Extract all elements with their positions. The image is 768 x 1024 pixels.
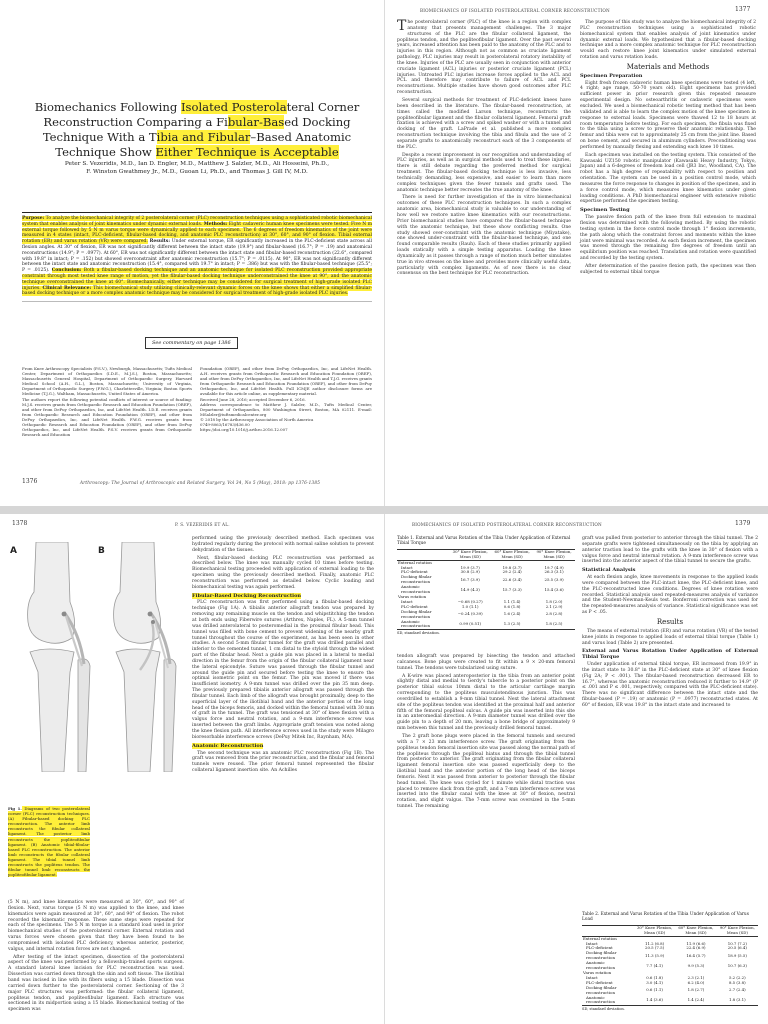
table-row-label: Varus rotation <box>583 969 612 975</box>
technique-column: performed using the previously described method. Each specimen was hydrated regularly during the protocol with normal saline solution to prevent dehydration of the tissues. Next, fibular-based docking PLC reconstruction was performed as described below. The knee was manually cycled 10 times before testing. Biomechanical testing proceeded with application of external loading to the specimen using the previously described method. Finally, anatomic PLC reconstruction was performed as detailed below. Cyclic loading and biomechanical testing was again performed. Fibular-Based Docking Reconstruction PLC reconstruction was first performed using a fibular-based docking technique (Fig 1A). A tibialis anterior allograft tendon was prepared by removing any remaining muscle on the tendon and whipstitching the tendon at both ends using Fiberwire sutures (Arthrex, Naples, FL). A 5-mm tunnel was drilled anterolateral to posteromedial in the proximal fibular head. This tunnel was filled with bone cement to prevent widening of the nearby graft tunnel throughout the course of the experiment, as has been seen in other studies. A second 5-mm fibular tunnel for the graft was drilled parallel and inferior to the cemented tunnel, 1 cm distal to the styloid through the widest part of the fibular head. Next a guide pin was placed in a lateral to medial direction in the femur from the origin of the fibular collateral ligament near the lateral epicondyle. Suture was passed through the fibular tunnel and around the guide pin and secured before testing the knee to ensure the optimal isometric point on the femur. The pin was moved if there was insufficient isometry. A 9-mm tunnel was drilled over the pin 35 mm deep. The previously prepared tibialis anterior allograft was passed through the fibular tunnel. Each limb of the allograft was brought proximally, deep to the superficial layer of the iliotibial band and the anterior portion of the long head of the biceps femoris, and docked within the femoral tunnel with 30 mm of graft in the tunnel. The graft was tensioned at 30° of knee flexion with a valgus force and neutral rotation, and a 9-mm interference screw was inserted between the graft limbs. Appropriate graft tension was noted along the knee flexion path. All interference screws used in the study were Milagro bioresorbable interference screws (DePuy Mitek Inc, Raynham, MA). Anatomic Reconstruction The second technique was an anatomic PLC reconstruction (Fig 1B). The graft was removed from the prior reconstruction, and the fibular and femoral tunnels were reused. The prior femoral tunnel represented the fibular collateral ligament insertion site. An Achilles <box>192 536 374 774</box>
table-cell: 1.8 (2.0) <box>545 598 563 604</box>
table-row <box>397 575 575 585</box>
table-header-cell: 90° Knee Flexion, Mean (SD) <box>533 550 575 560</box>
subheading-fibular-docking: Fibular-Based Docking Reconstruction <box>192 592 302 599</box>
footnote-correspondence: Foundation (OREF), and other from DePuy Orthopaedics, Inc, and LifeNet Health. A.H. receives grants from Orthopaedic Research and Education Foundation (OREF), and other from DePuy Orthopaedics, Inc, and LifeNet Health and T.J.G. receives grants from Orthopaedic Research and Education Foundation (OREF), and other from DePuy Orthopaedics, Inc, and LifeNet Health. Full ICMJE author disclosure forms are available for this article online, as supplementary material. Received June 28, 2016; accepted December 6, 2016. Address correspondence to Matthew J. Salzler, M.D., Tufts Medical Center, Department of Orthopaedics, 800 Washington Street, Boston, MA 02111. E-mail: MSalzler@tuftsmedicalcenter.org © 2018 by the Arthroscopy Association of North America 0749-8063/16783/$36.00 https://doi.org/10.1016/j.arthro.2016.12.007 <box>200 366 372 433</box>
table-2-footnote: SD, standard deviation. <box>582 1005 758 1011</box>
table-row-label: Anatomic reconstruction <box>401 584 430 595</box>
table-row-label: External rotation <box>583 935 617 941</box>
page-spread-top <box>0 0 768 506</box>
page-gap <box>0 506 768 514</box>
results-column: graft was pulled from posterior to anterior through the tibial tunnel. The 2 separate grafts were tightened simultaneously on the tibia by applying an anterior traction load to the grafts with the knee in 30° of flexion with a valgus force and neutral internal rotation. A 9-mm interference screw was inserted into the anterior aspect of the tibial tunnel to secure the grafts. Statistical Analysis At each flexion angle, knee movements in response to the applied loads were compared between the PLC-intact knee, the PLC-deficient knee, and the PLC-reconstructed knee conditions. Degrees of knee rotation were recorded. Statistical analysis used repeated-measures analysis of variance and the Student-Newman-Keuls test. Bonferroni correction was used for the repeated-measures analysis of variance. Statistical significance was set as P < .05. Results The means of external rotation (ER) and varus rotation (VR) of the tested knee joints in response to applied loads of external tibial torque (Table 1) and varus load (Table 2) are presented. External and Varus Rotation Under Application of External Tibial Torque Under application of external tibial torque, ER increased from 19.9° in the intact state to 30.8° in the PLC-deficient state at 30° of knee flexion (Fig 2A; P < .001). The fibular-based reconstruction decreased ER to 16.7°, whereas the anatomic reconstruction reduced it further to 14.9° (P ≤ .001 and P ≤ .001, respectively, compared with the PLC-deficient state). There was no significant difference between the intact state and the fibular-based (P = .19) or anatomic (P = .0977) reconstructed states. At 60° of flexion, ER was 19.8° in the intact state and increased to <box>582 536 758 708</box>
intro-column: The posterolateral corner (PLC) of the knee is a region with complex anatomy that presents management challenges. The 3 major structures of the PLC are the fibular collateral ligament, the popliteus tendon, and the popliteofibular ligament. Over the past several years, increased attention has been paid to the anatomy of the PLC and to injuries in this region. Although not as common as cruciate ligament pathology, PLC injuries may result in posterolateral rotatory instability of the knee. Injuries of the PLC are usually seen in conjunction with anterior cruciate ligament (ACL) injuries or posterior cruciate ligament (PCL) injuries. Untreated PLC injuries increase forces applied to the ACL and PCL and therefore may contribute to failure of ACL and PCL reconstructions. Multiple studies have shown good outcomes after PLC reconstruction. Several surgical methods for treatment of PLC-deficient knees have been described in the literature. The fibular-based reconstruction, at times called the modified Larson technique, reconstructs the popliteofibular ligament and the fibular collateral ligament. Femoral graft fixation is achieved with a screw and spiked washer or with a tunnel and docking of the graft. LaPrade et al. published a more complex reconstruction technique involving the tibia and fibula and the use of 2 separate grafts to anatomically reconstruct each of the 3 components of the PLC. Despite a recent improvement in our recognition and understanding of PLC injuries, as well as in surgical methods used to treat these injuries, there is still debate regarding the preferred method for surgical treatment. The fibular-based docking technique is less invasive, less technically demanding, less expensive, and easier to learn than more complex techniques given the fewer tunnels and grafts used. The anatomic technique better recreates the true anatomy of the knee. There is need for further investigation of the in vitro biomechanical outcomes of these PLC reconstruction techniques. In such a complex anatomic area, biomechanical study is valuable to our understanding of how well we restore native knee kinematics with our reconstructions. Prior biomechanical studies have compared the fibular-based technique with the anatomic technique, but these show conflicting results. One study showed over-constraint with the anatomic technique (Miyatake), one showed under-constraint with the fibular-based technique, and one found comparable results (Rauh). Each of these studies primarily applied loads statically with a simple testing apparatus. Loading the knee dynamically as it passes through a range of motion much better simulates true in vivo stresses on the knee and provides more clinically useful data, particularly with complex ligaments. As of now there is no clear consensus on the best technique for PLC reconstruction. <box>397 18 571 277</box>
table-1 <box>397 536 575 635</box>
table-cell: 15.4 (3.6) <box>544 586 564 592</box>
table-cell: 0.6 (1.1) <box>646 987 663 993</box>
section-heading-results: Results <box>656 617 684 626</box>
table-cell: 10.7 (7.2) <box>727 940 747 946</box>
table-cell: 22.6 (3.4) <box>502 576 522 582</box>
table-1-grid <box>397 550 575 630</box>
table-row <box>582 951 758 961</box>
table-cell: 1.8 (3.1) <box>728 996 746 1002</box>
subheading-specimen-testing: Specimen Testing <box>580 207 630 214</box>
table-row-label: Anatomic reconstruction <box>401 618 430 629</box>
article-title: Biomechanics Following Isolated Posterolateral Corner Reconstruction Comparing a Fibular-Based Docking Technique With a Tibia and Fibular–Based Anatomic Technique Show Either Technique is Acceptable <box>34 100 360 159</box>
commentary-link[interactable]: See commentary on page 1386 <box>145 337 238 349</box>
table-cell: 7.7 (4.1) <box>646 962 663 968</box>
table-cell: 2.7 (2.4) <box>728 987 746 993</box>
page-number-left: 1378 <box>12 520 28 527</box>
table-row-label: Intact <box>401 564 413 570</box>
page-number-right: 1377 <box>735 6 751 13</box>
table-cell: 16.4 (5.7) <box>686 952 706 958</box>
table-cell: 2.8 (2.8) <box>545 611 563 617</box>
page-number-right: 1379 <box>735 520 751 527</box>
table-cell: 15.7 (3.3) <box>502 586 522 592</box>
table-row-label: External rotation <box>398 559 432 565</box>
page-divider <box>384 514 385 1024</box>
table-cell: 11.2 (6.8) <box>644 940 665 946</box>
table-header-cell: 30° Knee Flexion, Mean (SD) <box>449 550 491 560</box>
table-cell: 6.2 (4.0) <box>687 979 705 985</box>
knee-illustration <box>8 542 182 772</box>
table-cell: 11.3 (5.9) <box>644 952 665 958</box>
table-row-label: PLC-deficient <box>586 945 613 951</box>
table-cell: −0.68 (0.27) <box>457 598 483 604</box>
table-cell: 1.6 (2.4) <box>503 611 521 617</box>
table-cell: 11.9 (6.6) <box>686 940 706 946</box>
subheading-external-varus-rotation: External and Varus Rotation Under Application of External Tibial Torque <box>582 648 758 661</box>
table-cell: 0.6 (1.8) <box>646 974 663 980</box>
table-row <box>397 610 575 620</box>
table-row-label: Docking fibular reconstruction <box>586 984 617 995</box>
table-cell: 19.7 (4.9) <box>544 564 564 570</box>
table-cell: 18.9 (5.5) <box>727 952 747 958</box>
table-cell: 1.8 (2.5) <box>545 620 563 626</box>
table-row-label: PLC-deficient <box>401 569 428 575</box>
table-header-cell: 60° Knee Flexion, Mean (SD) <box>491 550 533 560</box>
running-head-left: P. S. VEZERIDIS ET AL. <box>175 522 230 527</box>
table-row <box>582 986 758 996</box>
table-row-label: Docking fibular reconstruction <box>401 574 432 585</box>
table-cell: 0.6 (1.8) <box>503 603 521 609</box>
panel-b-knee <box>114 542 176 772</box>
table-cell: −0.24 (0.39) <box>457 611 483 617</box>
table-2-caption: Table 2. External and Varus Rotation of the Tibia Under Application of Varus Load <box>582 912 749 923</box>
journal-footer: Arthroscopy: The Journal of Arthroscopic and Related Surgery, Vol 34, No 5 (May), 2018: pp 1376-1385 <box>80 480 321 485</box>
subheading-statistical-analysis: Statistical Analysis <box>582 567 636 574</box>
table-row-label: Anatomic reconstruction <box>586 994 615 1005</box>
table-cell: 22.4 (6.9) <box>686 945 706 951</box>
table-cell: 30.8 (2.9) <box>460 569 480 575</box>
table-cell: 0.99 (0.51) <box>459 620 482 626</box>
table-cell: 1.4 (3.6) <box>646 996 663 1002</box>
table-row <box>397 620 575 630</box>
page-number-left: 1376 <box>22 478 38 485</box>
table-cell: 16.7 (3.9) <box>460 576 480 582</box>
table-cell: 3.0 (4.1) <box>646 979 663 985</box>
table-header-cell <box>397 550 449 560</box>
table-row-label: Intact <box>586 974 598 980</box>
footnote-affiliations: From Knee Arthroscopy Specialists (P.S.V.), Newburgh, Massachusetts; Tufts Medical Center, Department of Orthopaedics (I.D.E., M.J.S.), Boston, Massachusetts; Massachusetts General Hospital, Department of Orthopaedic Surgery, Harvard Medical School (A.H., G.L.), Boston, Massachusetts; University of Virginia, Department of Orthopaedic Surgery (F.W.G.), Charlottesville, Virginia; Boston Sports Medicine (T.J.G.), Waltham, Massachusetts, United States of America. The authors report the following potential conflicts of interest or source of funding: M.J.S. receives grants from Orthopaedic Research and Education Foundation (OREF), and other from DePuy Orthopaedics, Inc, and LifeNet Health. I.D.E. receives grants from Orthopaedic Research and Education Foundation (OREF), and other from DePuy Orthopaedics, Inc, and LifeNet Health. F.W.G. receives grants from Orthopaedic Research and Education Foundation (OREF), and other from DePuy Orthopaedics, Inc, and LifeNet Health. P.S.V. receives grants from Orthopaedic Research and Education <box>22 366 192 438</box>
page-spread-bottom <box>0 514 768 1024</box>
table-1-footnote: SD, standard deviation. <box>397 629 575 635</box>
table-header-cell: 30° Knee Flexion, Mean (SD) <box>634 926 675 936</box>
table-cell: 8.5 (3.8) <box>728 979 746 985</box>
table-cell: 9.9 (5.3) <box>687 962 705 968</box>
table-2 <box>582 912 758 1011</box>
figure-panel-label-a: A <box>10 546 17 556</box>
table-row-label: Intact <box>586 940 598 946</box>
author-list: Peter S. Vezeridis, M.D., Ian D. Engler, M.D., Matthew J. Salzler, M.D., Ali Hosseini, Ph.D., F. Winston Gwathmey Jr., M.D., Guoan Li, Ph.D., and Thomas J. Gill IV, M.D. <box>64 161 330 175</box>
figure-panel-label-b: B <box>98 546 105 556</box>
figure-1-knee-diagrams <box>8 542 182 772</box>
table-cell: 20.5 (6.4) <box>727 945 747 951</box>
section-heading-methods: Materials and Methods <box>626 62 710 71</box>
table-cell: 29.2 (2.4) <box>502 569 522 575</box>
table-cell: 1.4 (2.4) <box>687 996 705 1002</box>
table-cell: 2.3 (2.1) <box>687 974 705 980</box>
table-row-label: Intact <box>401 598 413 604</box>
table-header-cell: 60° Knee Flexion, Mean (SD) <box>675 926 716 936</box>
table-header-cell: 90° Knee Flexion, Mean (SD) <box>717 926 758 936</box>
running-head-right: BIOMECHANICS OF ISOLATED POSTEROLATERAL CORNER RECONSTRUCTION <box>412 522 602 527</box>
drop-cap: T <box>397 18 407 34</box>
running-head-right: BIOMECHANICS OF ISOLATED POSTEROLATERAL CORNER RECONSTRUCTION <box>420 8 610 13</box>
table-row-label: Anatomic reconstruction <box>586 960 615 971</box>
table-cell: 19.9 (3.7) <box>460 564 480 570</box>
abstract: Purpose: To analyze the biomechanical integrity of 2 posterolateral corner (PLC) reconstruction techniques using a sophisticated robotic biomechanical system that enables analysis of joint kinematics under dynamic external loads. Methods: Eight cadaveric human knee specimens were tested. Five N m external torque followed by 5 N m varus torque were dynamically applied to each specimen. The 6 degrees of freedom kinematics of the joint were measured in 4 states (intact, PLC-deficient, fibular-based docking, and anatomic PLC reconstruction) at 30°, 60°, and 90° of flexion. Tibial external rotation (ER) and varus rotation (VR) were compared. Results: Under external torque, ER significantly increased in the PLC-deficient state across all flexion angles. At 30° of flexion, ER was not significantly different between the intact state (19.9°) and fibular-based (16.7°; P = .19) and anatomical reconstructions (14.9°; P = .0977). At 60°, ER was not significantly different between the intact state and fibular-based reconstruction (22.6°, compared with 19.8° in intact; P = .152) but showed overconstraint after anatomic reconstruction (15.7°; P = .0115). At 90°, ER was not significantly different between the intact state and anatomic reconstruction (15.4°, compared with 19.7° in intact; P = .386) but was with the fibular-based technique (25.5°; P = .0125). Conclusion: Both a fibular-based docking technique and an anatomic technique for isolated PLC reconstruction provided appropriate constraint through most tested knee range of motion, yet the fibular-based docking technique underconstrained the knee at 90°, and the anatomic technique overconstrained the knee at 60°. Biomechanically, either technique may be considered for surgical treatment of high-grade isolated PLC injuries. Clinical Relevance: This biomechanical study utilizing clinically-relevant dynamic forces on the knee shows that either a simplified fibular-based docking technique or a more complex anatomic technique may be considered for surgical treatment of high-grade isolated PLC injuries. <box>22 212 372 302</box>
table-cell: 10.7 (6.3) <box>727 962 747 968</box>
table-cell: 1.0 (1.1) <box>461 603 479 609</box>
table-cell: 14.9 (4.3) <box>460 586 480 592</box>
subheading-specimen-preparation: Specimen Preparation <box>580 72 643 79</box>
methods-column: The purpose of this study was to analyze the biomechanical integrity of 2 PLC reconstruction techniques using a sophisticated robotic biomechanical system that enables analysis of joint kinematics under dynamic external loads. We hypothesized that a fibular-based docking technique and a more complex anatomic technique for PLC reconstruction would each restore knee joint kinematics under simulated external rotation and varus rotation loads. Materials and Methods Specimen Preparation Eight fresh frozen cadaveric human knee specimens were tested (4 left, 4 right; age range, 50-70 years old). Eight specimens has provided sufficient power in prior research given this repeated measure experimental design. No osteoarthritis or cadaveric specimens were excluded. We used a biomechanical robotic testing method that has been validated and is able to learn the complex motion of the knee specimen in response to external loads. Specimens were thawed 12 to 18 hours at room temperature before testing. For each specimen, the fibula was fixed to the tibia using a screw to preserve their anatomic relationship. The femur and tibia were cut to approximately 25 cm from the joint line. Based on bone cement, and secured in aluminum cylinders. Preconditioning was performed by manually flexing and extending each knee 10 times. Each specimen was installed on the testing system. This consisted of the Kawasaki UZ150 robotic manipulator (Kawasaki Heavy Industry, Tokyo, Japan) and a 6-degrees of freedom load cell (JR3 Inc, Woodland, CA). The robot has a high degree of repeatability with respect to position and orientation. The system can be used in a position control mode, which measures the force response to changes in position of the specimen, and in a force control mode, which measures knee kinematics under given loading conditions. A PhD biomechanical engineer with extensive robotic expertise performed the specimen testing. Specimen Testing The passive flexion path of the knee from full extension to maximal flexion was determined with the following method. By using the robotic testing system in the force control mode through 1° flexion increments, the path along which the constraint forces and moments within the knee joint were minimal was recorded. As each flexion increment, the specimen was moved through the remaining five degrees of freedom until an equilibrium position was reached. Translation and rotation were quantified and recorded by the testing system. After determination of the passive flexion path, the specimen was then subjected to external tibial torque <box>580 20 756 275</box>
figure-1-caption: Fig 1. Diagrams of two posterolateral corner (PLC) reconstruction techniques. (A) Fibular-based docking PLC reconstruction. The anterior limb reconstructs the fibular collateral ligament. The posterior limb reconstructs the popliteofibular ligament. (B) Anatomic tibial-fibular-based PLC reconstruction. The anterior limb reconstructs the fibular collateral ligament. The tibial tunnel limb reconstructs the popliteus tendon. The fibular tunnel limb reconstructs the popliteofibular ligament. <box>8 806 90 878</box>
table-row-label: Docking fibular reconstruction <box>401 608 432 619</box>
panel-a-knee <box>28 542 90 772</box>
page-divider <box>384 0 385 506</box>
table-row-label: PLC-deficient <box>401 603 428 609</box>
table-cell: 26.3 (3.1) <box>544 569 564 575</box>
table-cell: 20.5 (7.5) <box>644 945 665 951</box>
table-row <box>582 996 758 1006</box>
table-row-label: Varus rotation <box>398 593 427 599</box>
table-cell: 1.3 (2.5) <box>503 620 521 626</box>
table-row-label: Docking fibular reconstruction <box>586 950 617 961</box>
table-row-label: PLC-deficient <box>586 979 613 985</box>
subheading-anatomic-reconstruction: Anatomic Reconstruction <box>192 742 264 749</box>
anatomic-technique-column: tendon allograft was prepared by bisecting the tendon and attached calcaneus. Bone plugs were created to fit within a 9 × 20-mm femoral tunnel. The tendons were tubularized using suture. A K-wire was placed anteroposterior in the tibia from an anterior point slightly distal and medial to Gerdy's tubercle to a posterior point on the posterior tibial sulcus 10mm distal to the articular cartilage margin corresponding to the popliteus musculotendinous junction. This was overdrilled to establish a 9-mm tibial tunnel. Next the lateral attachment site of the popliteus tendon was identified at the proximal half and anterior fifth of the femoral popliteal sulcus. A guide pin was inserted into this site in an anteromedial direction. A 9-mm diameter tunnel was drilled over the guide pin to a depth of 20 mm, leaving a bone bridge of approximately 9 mm between this tunnel and the previously drilled femoral tunnel. The 2 graft bone plugs were placed in the femoral tunnels and secured with a 7 × 23 mm interference screw. The graft originating from the popliteus tendon femoral insertion site was passed along the normal path of the popliteus through the popliteal hiatus and through the tibial tunnel from posterior to anterior. The graft originating from the fibular collateral ligament femoral insertion site was passed superficially deep to the iliotibial band and the anterior portion of the long head of the biceps femoris. Next it was passed from anterior to posterior through the fibular head tunnel. The knee was cycled for 1 minute while distal traction was placed to remove slack from the graft, and a 7-mm interference screw was inserted into the fibular canal with the knee at 30° of flexion, neutral rotation, and slight valgus. The 7-mm screw was oversized in the 5-mm tunnel. The remaining <box>397 654 575 810</box>
table-cell: 25.5 (3.9) <box>544 576 564 582</box>
table-cell: 2.1 (2.9) <box>545 603 563 609</box>
table-1-caption: Table 1. External and Varus Rotation of the Tibia Under Application of External Tibial Torque <box>397 536 571 547</box>
table-2-grid <box>582 926 758 1006</box>
table-cell: 19.8 (3.7) <box>502 564 522 570</box>
table-cell: 5.2 (2.2) <box>728 974 746 980</box>
table-cell: 1.1 (1.4) <box>503 598 521 604</box>
table-header-cell <box>582 926 634 936</box>
table-cell: 1.8 (2.7) <box>687 987 705 993</box>
methods-column-continued: (5 N m), and knee kinematics were measured at 30°, 60°, and 90° of flexion. Next, varus torque (5 N m) was applied to the knee, and knee kinematics were again measured at 30°, 60°, and 90° of flexion. The robot recorded the kinematic response. These same steps were repeated for each of the specimens. The 5 N m torque is a standard load used in prior biomechanical studies of the posterolateral corner. External rotation and varus forces were chosen given that they have been found to be compromised with isolated PLC deficiency, whereas anterior, posterior, valgus, and internal rotation forces are not changed. After testing of the intact specimen, dissection of the posterolateral aspect of the knee was performed by a fellowship-trained sports surgeon. A standard lateral knee incision for PLC reconstruction was used. Dissection was carried down through the skin and soft tissue. The iliotibial band was incised in line with its fibers using a 15 blade. Dissection was carried down further to the posterolateral corner. Sectioning of the 3 major PLC structures was performed: the fibular collateral ligament, popliteus tendon, and popliteofibular ligament. Each structure was sectioned in its midportion using a 15 blade. Biomechanical testing of the specimen was <box>8 900 184 1013</box>
